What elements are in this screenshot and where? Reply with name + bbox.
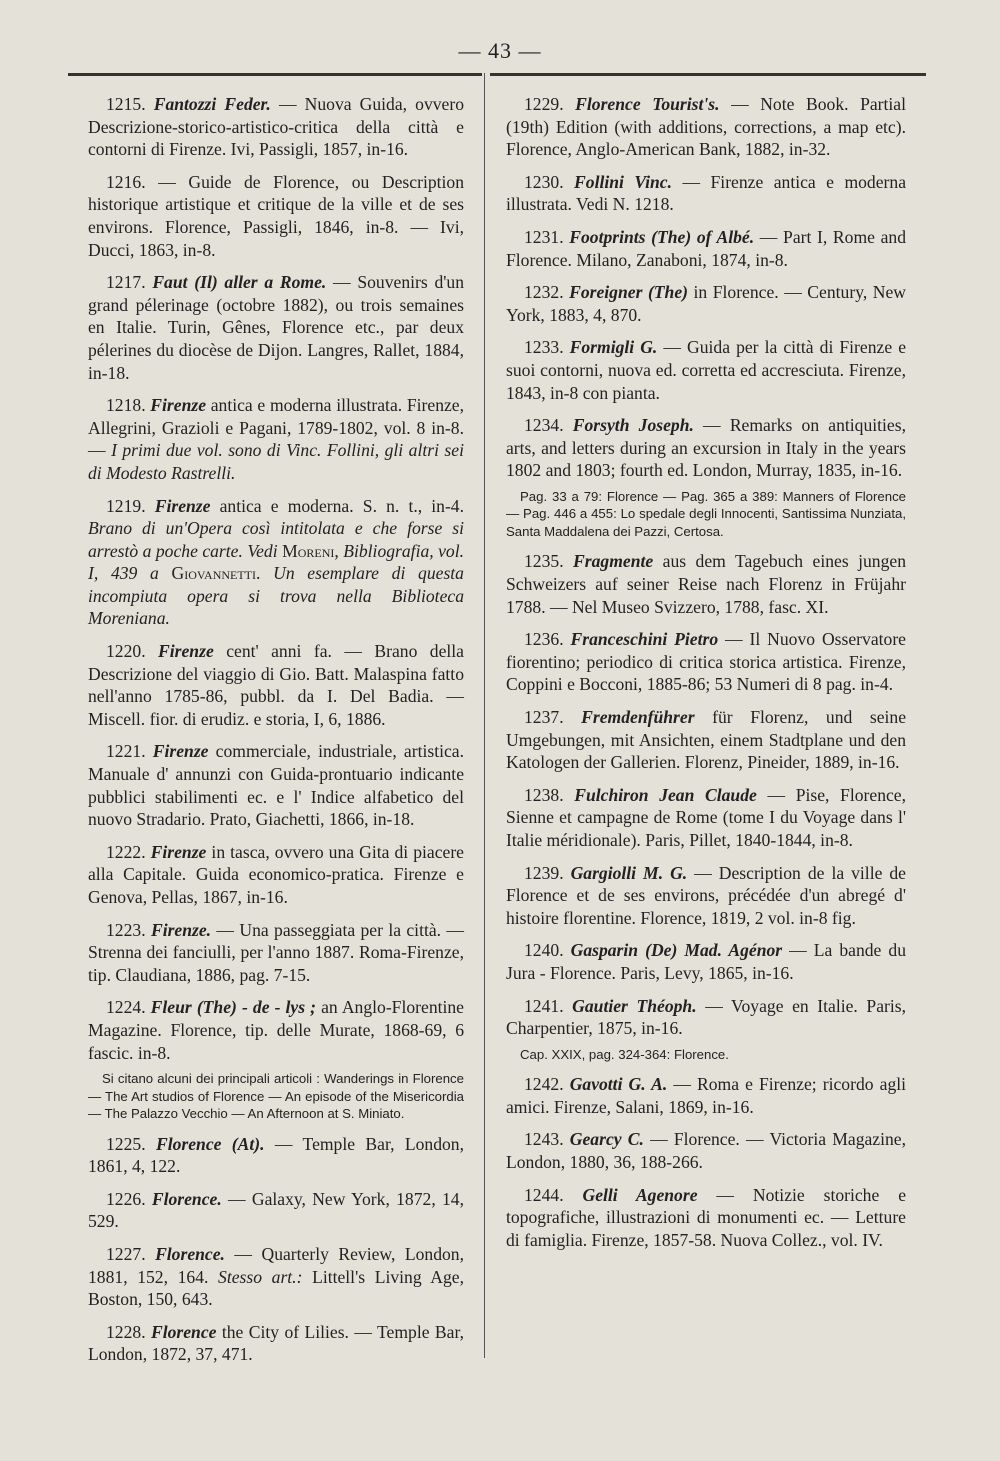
entry-number: 1222. <box>106 841 151 862</box>
entry-heading: Faut (Il) aller a Rome. <box>152 272 327 293</box>
entry-heading: Firenze <box>152 741 209 762</box>
bibliography-entry <box>506 550 906 618</box>
bibliography-entry <box>88 495 464 631</box>
entry-heading: Follini Vinc. <box>574 171 673 192</box>
entry-heading: Firenze <box>150 395 207 416</box>
entry-text: — Pise, Florence, Sienne et campagne de Rome (tome I du Voyage dans l' Italie méridionale). Paris, Pillet, 1840-1844, in-8. <box>506 784 907 850</box>
entry-text: — Guide de Florence, ou Description historique artistique et critique de la ville et de ses environs. Florence, Passigli, 1846, in-8. — Ivi, Ducci, 1863, in-8. <box>88 171 464 260</box>
entry-text: — Voyage en Italie. Paris, Charpentier, 1875, in-16. <box>506 995 906 1039</box>
entry-heading: Florence <box>150 1321 217 1342</box>
header-rule-right <box>490 73 926 76</box>
entry-text: Littell's Living Age, Boston, 150, 643. <box>88 1266 464 1310</box>
entry-number: 1218. <box>106 395 151 416</box>
entry-note: Cap. XXIX, pag. 324-364: Florence. <box>520 1046 729 1062</box>
entry-text: in Florence. — Century, New York, 1883, 4, 870. <box>506 282 906 325</box>
entry-italic-text: Brano di un'Opera così intitolata e che forse si arrestò a poche carte. Vedi <box>88 518 464 561</box>
entry-number: 1221. <box>106 741 153 762</box>
entry-note: Si citano alcuni dei principali articoli : Wanderings in Florence — The Art studios of Florence — An episode of the Misericordia — The Palazzo Vecchio — An Afternoon at S. Miniato. <box>88 1071 464 1122</box>
bibliography-entry <box>506 93 906 161</box>
entry-heading: Firenze <box>154 495 211 516</box>
entry-text: — Una passeggiata per la città. — Strenna dei fanciulli, per l'anno 1887. Roma-Firenze, tip. Claudiana, 1886, pag. 7-15. <box>88 919 465 985</box>
entry-number: 1226. <box>106 1188 152 1209</box>
entry-number: 1231. <box>524 226 570 247</box>
header-rule-left <box>68 73 482 76</box>
entry-text: — Guida per la città di Firenze e suoi contorni, nuova ed. corretta ed accresciuta. Firenze, 1843, in-8 con pianta. <box>506 337 906 403</box>
entry-text: — Florence. — Victoria Magazine, London, 1880, 36, 188-266. <box>506 1129 907 1172</box>
entry-italic-text: Un esemplare di questa incompiuta opera si trova nella Biblioteca Moreniana. <box>88 563 464 629</box>
entry-number: 1244. <box>524 1184 583 1205</box>
entry-number: 1236. <box>524 629 571 650</box>
entry-number: 1233. <box>524 337 570 358</box>
entry-small-caps: Moreni, <box>277 540 344 561</box>
entry-text: — Part I, Rome and Florence. Milano, Zanaboni, 1874, in-8. <box>506 226 906 270</box>
entry-number: 1237. <box>524 706 582 727</box>
entry-heading: Fantozzi Feder. <box>153 94 271 114</box>
left-column <box>88 93 464 1376</box>
entry-number: 1219. <box>106 495 155 516</box>
bibliography-entry <box>88 919 464 987</box>
entry-text: antica e moderna illustrata. Firenze, Allegrini, Grazioli e Pagani, 1789-1802, vol. 8 in-8. — <box>88 395 465 461</box>
entry-text: in tasca, ovvero una Gita di piacere alla Capitale. Guida economico-pratica. Firenze e Genova, Pellas, 1867, in-16. <box>88 841 464 907</box>
entry-italic-text: Bibliografia, vol. I, 439 a <box>88 540 464 584</box>
entry-text: commerciale, industriale, artistica. Manuale d' annunzi con Guida-prontuario indicante pubblici stabilimenti ec. e l' Indice alfabetico del nuovo Stradario. Prato, Giachetti, 1866, in-18. <box>88 741 464 830</box>
bibliography-entry <box>88 640 464 730</box>
column-divider <box>484 73 485 1358</box>
bibliography-entry <box>506 784 906 852</box>
entry-note: Pag. 33 a 79: Florence — Pag. 365 a 389: Manners of Florence — Pag. 446 a 455: Lo spedale degli Innocenti, Santissima Nunziata, Santa Maddalena dei Pazzi, Certosa. <box>506 488 906 539</box>
bibliography-entry <box>88 996 464 1064</box>
bibliography-entry <box>88 1243 464 1311</box>
entry-italic-text: I primi due vol. sono di Vinc. Follini, gli altri sei di Modesto Rastrelli. <box>88 440 464 483</box>
entry-number: 1234. <box>524 415 573 436</box>
entry-number: 1229. <box>524 94 576 114</box>
bibliography-entry <box>506 862 906 930</box>
entry-number: 1227. <box>106 1244 156 1265</box>
entry-text: — Temple Bar, London, 1861, 4, 122. <box>88 1133 465 1177</box>
entry-text: — Description de la ville de Florence et de ses environs, précédée d'un abregé d' histoire florentine. Florence, 1819, 2 vol. in-8 fig. <box>506 862 906 928</box>
bibliography-entry <box>88 394 464 484</box>
entry-text: — Quarterly Review, London, 1881, 152, 164. <box>88 1244 464 1287</box>
entry-number: 1239. <box>524 862 571 883</box>
bibliography-entry <box>506 939 906 984</box>
entry-text: — Galaxy, New York, 1872, 14, 529. <box>88 1188 464 1232</box>
entry-italic-text: Stesso art.: <box>208 1266 303 1287</box>
entry-number: 1215. <box>106 94 154 114</box>
entry-number: 1232. <box>524 282 570 303</box>
bibliography-entry <box>506 995 906 1040</box>
bibliography-entry <box>88 1133 464 1178</box>
bibliography-entry <box>88 841 464 909</box>
entry-number: 1243. <box>524 1129 570 1150</box>
entry-text: an Anglo-Florentine Magazine. Florence, tip. delle Murate, 1868-69, 6 fascic. in-8. <box>88 997 464 1063</box>
entry-number: 1217. <box>106 272 153 293</box>
entry-heading: Gasparin (De) Mad. Agénor <box>570 940 783 961</box>
entry-heading: Gelli Agenore <box>582 1184 698 1205</box>
bibliography-entry <box>506 281 906 326</box>
entry-heading: Firenze <box>158 641 214 662</box>
entry-heading: Franceschini Pietro <box>570 629 719 650</box>
entry-heading: Firenze <box>150 841 207 862</box>
bibliography-entry <box>506 226 906 271</box>
bibliography-entry <box>506 1128 906 1173</box>
entry-text: aus dem Tagebuch eines jungen Schweizers auf seiner Reise nach Florenz in Früjahr 1788. — Nel Museo Svizzero, 1788, fasc. XI. <box>506 551 906 617</box>
entry-text: — Roma e Firenze; ricordo agli amici. Firenze, Salani, 1869, in-16. <box>506 1074 907 1117</box>
entry-heading: Firenze. <box>150 919 212 940</box>
entry-text: — La bande du Jura - Florence. Paris, Levy, 1865, in-16. <box>506 940 906 983</box>
entry-text: — Remarks on antiquities, arts, and letters during an excursion in Italy in the years 1802 and 1803; fourth ed. London, Murray, 1835, in-16. <box>506 415 906 481</box>
entry-heading: Footprints (The) of Albé. <box>569 226 755 247</box>
entry-heading: Florence. <box>151 1188 222 1209</box>
entry-number: 1228. <box>106 1321 151 1342</box>
entry-heading: Florence. <box>155 1244 225 1265</box>
entry-heading: Florence Tourist's. <box>575 94 720 114</box>
entry-heading: Forsyth Joseph. <box>572 415 694 436</box>
entry-text: — Souvenirs d'un grand pélerinage (octobre 1882), ou trois semaines en Italie. Turin, Gênes, Florence etc., par deux pélerines du diocèse de Dijon. Langres, Rallet, 1884, in-18. <box>88 272 465 383</box>
entry-heading: Fremdenführer <box>581 706 695 727</box>
entry-heading: Gavotti G. A. <box>569 1074 668 1095</box>
entry-number: 1220. <box>106 641 159 662</box>
bibliography-entry <box>506 628 906 696</box>
bibliography-entry <box>506 706 906 774</box>
bibliography-entry <box>88 1321 464 1366</box>
entry-heading: Gearcy C. <box>569 1129 644 1150</box>
entry-heading: Foreigner (The) <box>569 282 688 303</box>
bibliography-entry <box>506 336 906 404</box>
entry-number: 1224. <box>106 997 151 1018</box>
entry-number: 1223. <box>106 919 151 940</box>
entry-heading: Gargiolli M. G. <box>570 862 688 883</box>
entry-text: für Florenz, und seine Umgebungen, mit Ansichten, einem Stadtplane und den Katologen der Gallerien. Florenz, Pineider, 1889, in-16. <box>506 706 907 773</box>
entry-number: 1216. <box>106 171 159 192</box>
entry-small-caps: Giovannetti. <box>158 563 274 584</box>
right-column <box>506 93 906 1261</box>
entry-text: cent' anni fa. — Brano della Descrizione del viaggio di Gio. Batt. Malaspina fatto nell'anno 1785-86, pubbl. da I. Del Badia. — Miscell. fior. di erudiz. e storia, I, 6, 1886. <box>88 641 464 729</box>
entry-text: — Il Nuovo Osservatore fiorentino; periodico di critica storica artistica. Firenze, Coppini e Bocconi, 1885-86; 53 Numeri di 8 pag. in-4. <box>506 629 906 695</box>
entry-heading: Gautier Théoph. <box>572 995 697 1016</box>
bibliography-entry <box>88 1188 464 1233</box>
entry-number: 1240. <box>524 940 571 961</box>
entry-text: the City of Lilies. — Temple Bar, London, 1872, 37, 471. <box>88 1321 465 1365</box>
entry-number: 1241. <box>524 995 573 1016</box>
entry-heading: Fulchiron Jean Claude <box>574 784 757 805</box>
bibliography-entry <box>506 1073 906 1118</box>
bibliography-entry <box>88 271 464 384</box>
entry-text: — Nuova Guida, ovvero Descrizione-storico-artistico-critica della città e contorni di Firenze. Ivi, Passigli, 1857, in-16. <box>88 94 465 160</box>
entry-number: 1242. <box>524 1074 570 1095</box>
bibliography-entry <box>88 171 464 261</box>
entry-heading: Fleur (The) - de - lys ; <box>150 997 317 1018</box>
entry-text: — Note Book. Partial (19th) Edition (with additions, corrections, a map etc). Florence, Anglo-American Bank, 1882, in-32. <box>506 94 906 160</box>
entry-text: — Notizie storiche e topografiche, illustrazioni di monumenti ec. — Letture di famiglia. Firenze, 1857-58. Nuova Collez., vol. IV. <box>506 1184 907 1250</box>
bibliography-entry <box>506 414 906 482</box>
entry-heading: Fragmente <box>573 551 654 572</box>
entry-heading: Formigli G. <box>569 337 658 358</box>
bibliography-entry <box>88 93 464 161</box>
page-number: — 43 — <box>458 38 542 63</box>
entry-number: 1235. <box>524 551 574 572</box>
bibliography-entry <box>88 740 464 830</box>
bibliography-entry <box>506 171 906 216</box>
entry-number: 1225. <box>106 1133 156 1154</box>
entry-text: antica e moderna. S. n. t., in-4. <box>210 495 465 516</box>
bibliography-entry <box>506 1184 906 1252</box>
entry-heading: Florence (At). <box>155 1133 265 1154</box>
entry-text: — Firenze antica e moderna illustrata. Vedi N. 1218. <box>506 171 906 215</box>
entry-number: 1230. <box>524 171 575 192</box>
entry-number: 1238. <box>524 784 575 805</box>
